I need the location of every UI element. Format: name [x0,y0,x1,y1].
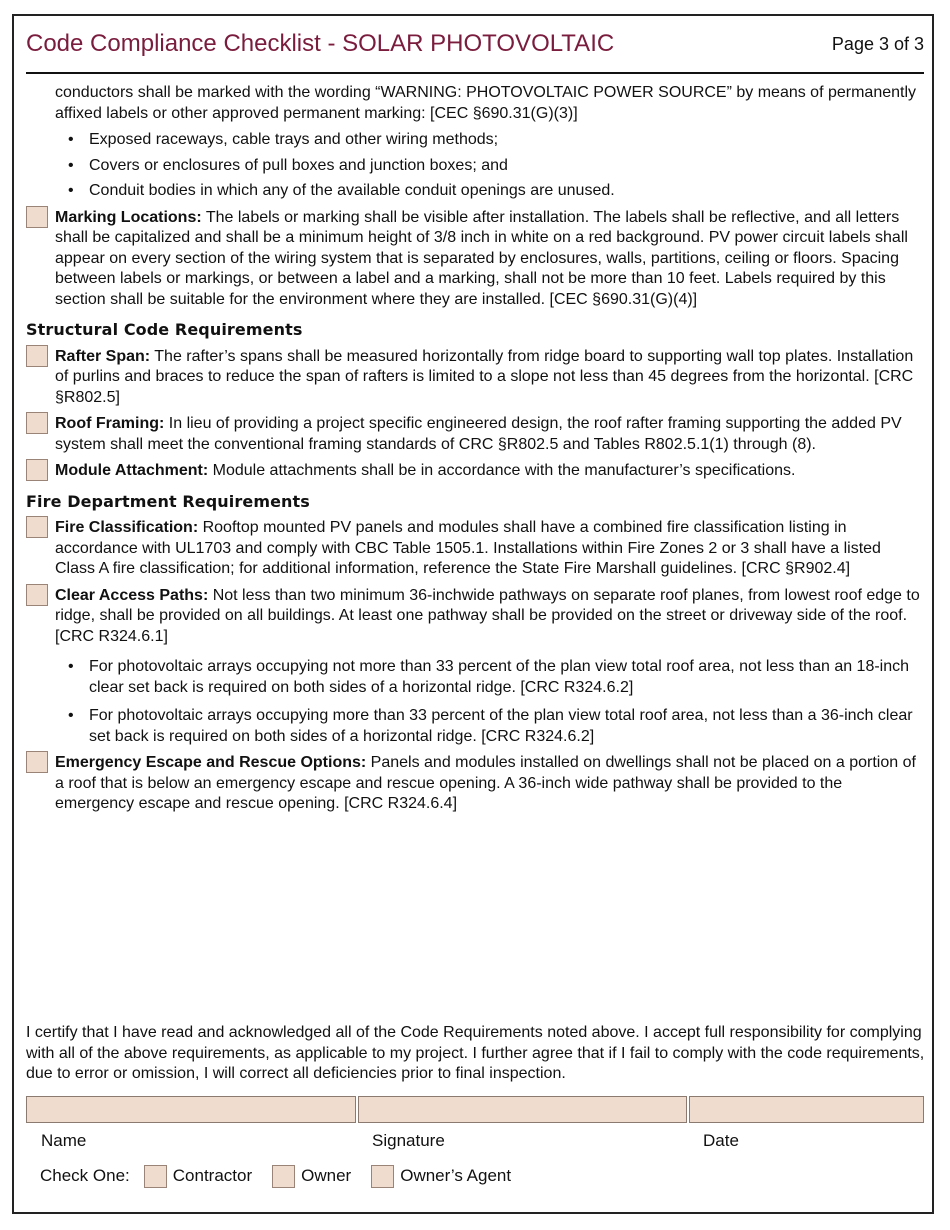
header-divider [26,72,924,74]
list-item: • For photovoltaic arrays occupying more than 33 percent of the plan view total roof area, not less than a 36-inch clear set back is required on both sides of a horizontal ridge. [CRC R324.6.2] [26,706,924,747]
item-label: Clear Access Paths: [55,586,209,604]
check-one-row [40,1163,531,1189]
clear-access-paths-checkbox[interactable] [26,584,48,606]
check-one-label: Check One: [40,1166,130,1185]
owner-checkbox[interactable] [272,1165,295,1188]
module-attachment-checkbox[interactable] [26,459,48,481]
owner-label: Owner [301,1166,352,1185]
list-item: • Exposed raceways, cable trays and other wiring methods; [26,130,924,151]
item-text: In lieu of providing a project specific engineered design, the roof rafter framing supporting the added PV system shall meet the conventional framing standards of CRC §R802.5 and Tables R802.5.1(1) through (8). [55,415,902,453]
date-field[interactable] [689,1096,924,1123]
checklist-item-emergency-escape [26,753,924,815]
contractor-label: Contractor [172,1166,253,1185]
rafter-span-checkbox[interactable] [26,345,48,367]
signature-field[interactable] [358,1096,687,1123]
item-text: The labels or marking shall be visible after installation. The labels shall be reflective, and all letters shall be capitalized and shall be a minimum height of 3/8 inch in white on a red background. PV power circuit labels shall appear on every section of the wiring system that is separated by enclosures, walls, partitions, ceiling or floors. Spacing between labels or markings, or between a label and a marking, shall not be more than 10 feet. Labels required by this section shall be suitable for the environment where they are installed. [CEC §690.31(G)(4)] [55,208,908,308]
list-item: • For photovoltaic arrays occupying not more than 33 percent of the plan view total roof area, not less than an 18-inch clear set back is required on both sides of a horizontal ridge. [CRC R324.6.2] [26,657,924,698]
fire-classification-checkbox[interactable] [26,516,48,538]
page-title: Code Compliance Checklist - SOLAR PHOTOVOLTAIC [26,30,615,57]
fire-heading: Fire Department Requirements [26,491,310,511]
marking-locations-checkbox[interactable] [26,206,48,228]
item-label: Module Attachment: [55,462,209,479]
checklist-content [26,83,924,821]
roof-framing-checkbox[interactable] [26,412,48,434]
checklist-item-roof-framing [26,414,924,455]
owners-agent-checkbox[interactable] [371,1165,394,1188]
page-number: Page 3 of 3 [831,34,924,54]
owners-agent-label: Owner’s Agent [400,1166,512,1185]
item-text: The rafter’s spans shall be measured horizontally from ridge board to supporting wall top plates. Installation of purlins and braces to reduce the span of rafters is limited to a slope not less than 45 degrees from the horizontal. [CRC §R802.5] [55,347,914,406]
list-item: • Covers or enclosures of pull boxes and junction boxes; and [26,156,924,177]
item-label: Marking Locations: [55,208,202,226]
checklist-item-clear-access-paths [26,586,924,648]
list-item: • Conduit bodies in which any of the available conduit openings are unused. [26,181,924,202]
item-text: Panels and modules installed on dwellings shall not be placed on a portion of a roof that is below an emergency escape and rescue opening. A 36-inch wide pathway shall be provided to the emergency escape and rescue opening. [CRC R324.6.4] [55,754,916,812]
checklist-item-module-attachment [26,461,924,482]
emergency-escape-checkbox[interactable] [26,751,48,773]
certification-text: I certify that I have read and acknowledged all of the Code Requirements noted above. I accept full responsibility for complying with all of the above requirements, as applicable to my project. I further agree that if I fail to comply with the code requirements, due to error or omission, I will correct all deficiencies prior to final inspection. [26,1024,925,1082]
checklist-item-rafter-span [26,347,924,409]
intro-text: conductors shall be marked with the wording “WARNING: PHOTOVOLTAIC POWER SOURCE” by means of permanently affixed labels or other approved permanent marking: [CEC §690.31(G)(3)] [55,84,917,122]
name-field[interactable] [26,1096,356,1123]
name-label: Name [41,1131,87,1150]
checklist-item-marking-locations [26,208,924,311]
access-bullet-list [26,657,924,747]
checklist-item-fire-classification [26,518,924,580]
item-label: Emergency Escape and Rescue Options: [55,754,367,771]
signature-label: Signature [372,1131,445,1150]
intro-bullet-list [26,130,924,202]
item-label: Roof Framing: [55,415,165,432]
item-label: Rafter Span: [55,347,151,365]
item-text: Not less than two minimum 36-inchwide pathways on separate roof planes, from lowest roof edge to ridge, shall be provided on all buildings. At least one pathway shall be provided on the street or driveway side of the roof. [CRC R324.6.1] [55,586,920,645]
item-label: Fire Classification: [55,519,199,536]
date-label: Date [703,1131,739,1150]
page-header [26,30,924,60]
contractor-checkbox[interactable] [144,1165,167,1188]
item-text: Rooftop mounted PV panels and modules shall have a combined fire classification listing in accordance with UL1703 and comply with CBC Table 1505.1. Installations within Fire Zones 2 or 3 shall have a listed Class A fire classification; for additional information, reference the State Fire Marshall guidelines. [CRC §R902.4] [55,519,881,577]
item-text: Module attachments shall be in accordance with the manufacturer’s specifications. [208,462,796,479]
structural-heading: Structural Code Requirements [26,320,303,339]
